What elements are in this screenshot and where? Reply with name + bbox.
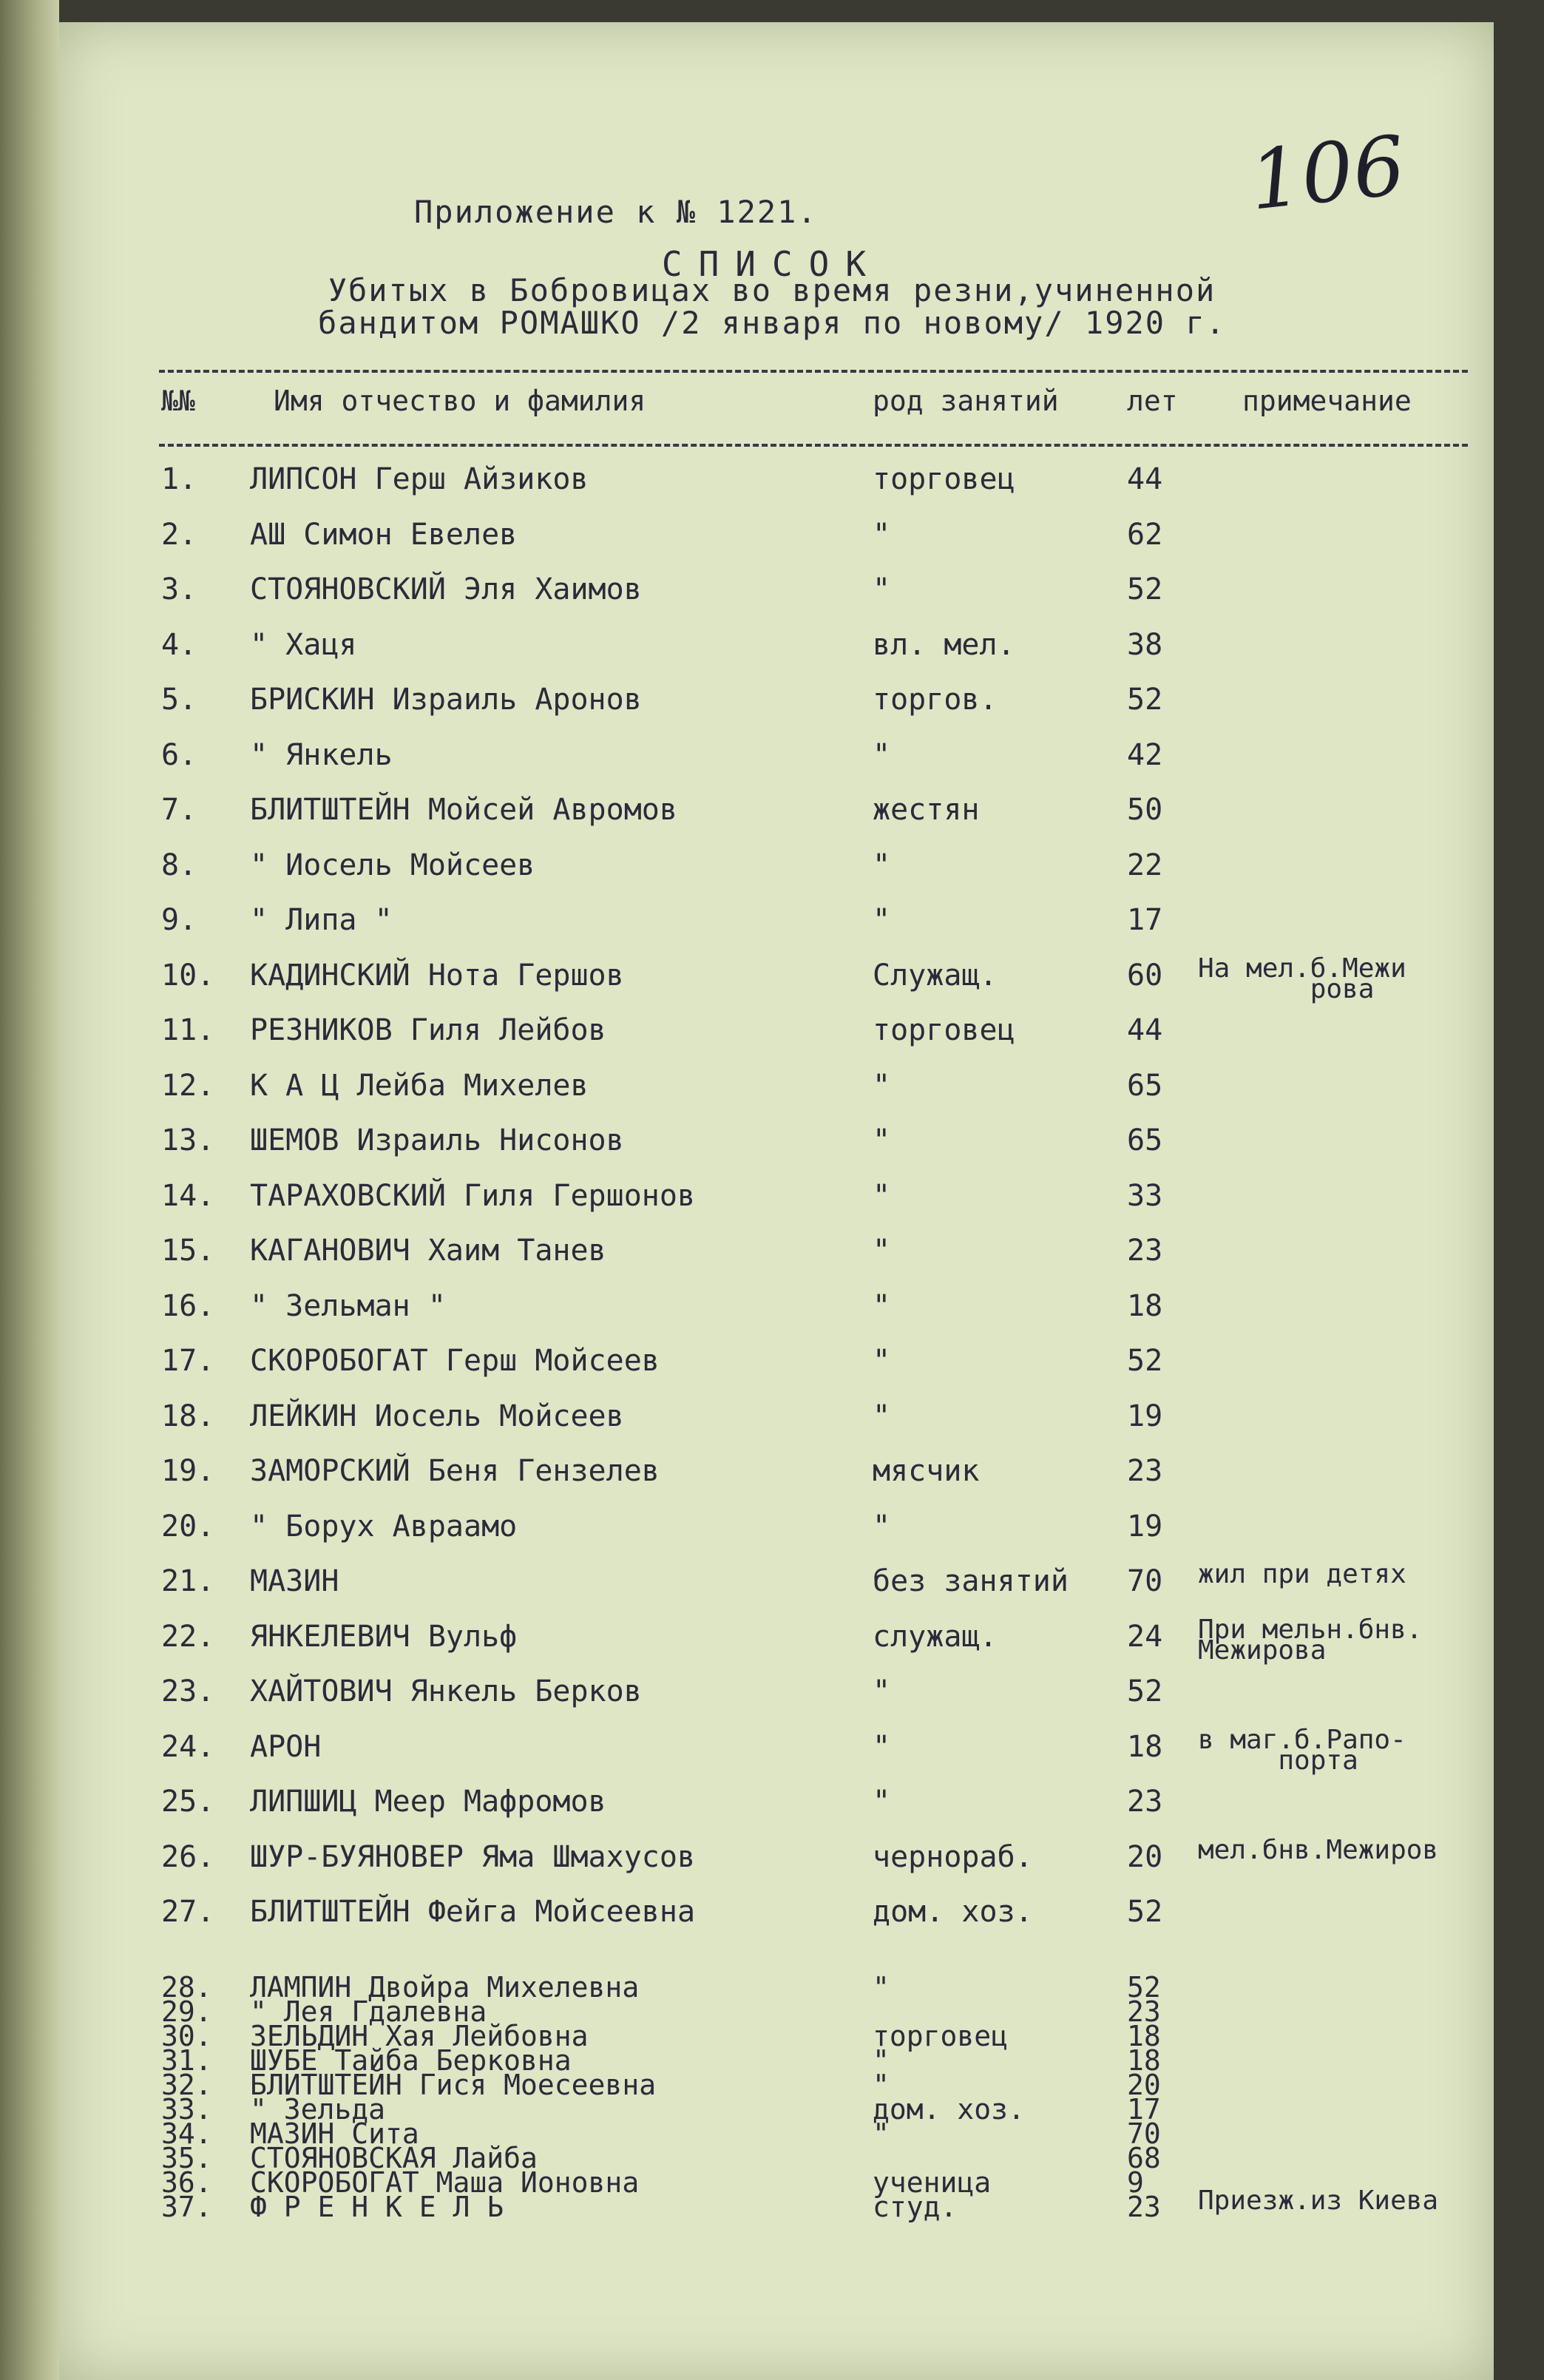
entry-name: ШУР-БУЯНОВЕР Яма Шмахусов — [250, 1839, 696, 1874]
entry-occupation: " — [873, 1123, 891, 1157]
entry-age: 17 — [1127, 2093, 1161, 2126]
entry-number: 21. — [161, 1564, 215, 1598]
entry-age: 20 — [1127, 1839, 1163, 1874]
entry-age: 23 — [1127, 1785, 1163, 1819]
entry-age: 38 — [1127, 627, 1163, 662]
entry-age: 42 — [1127, 737, 1163, 772]
entry-number: 9. — [161, 903, 197, 937]
list-item — [0, 572, 1544, 617]
entry-occupation: " — [873, 903, 891, 937]
list-item — [0, 2142, 1544, 2174]
list-item — [0, 2093, 1544, 2126]
entry-note: Приезж.из Киева — [1198, 2185, 1439, 2216]
list-item — [0, 2044, 1544, 2077]
entry-number: 8. — [161, 848, 197, 882]
entry-occupation: торговец — [873, 2020, 1009, 2052]
entry-age: 23 — [1127, 1234, 1163, 1268]
col-name: Имя отчество и фамилия — [274, 385, 646, 417]
entry-name: СКОРОБОГАТ Герш Мойсеев — [250, 1344, 660, 1378]
entry-age: 52 — [1127, 1344, 1163, 1378]
col-note: примечание — [1242, 385, 1412, 417]
entry-number: 35. — [161, 2142, 212, 2174]
document-subtitle-2: бандитом РОМАШКО /2 января по новому/ 1920 г. — [318, 305, 1226, 341]
entry-occupation: " — [873, 1178, 891, 1213]
entry-occupation: " — [873, 848, 891, 882]
entry-occupation: " — [873, 2044, 890, 2077]
entry-name: ЛАМПИН Двойра Михелевна — [250, 1971, 640, 2004]
entry-note: При мельн.бнв. Межирова — [1198, 1614, 1423, 1666]
entry-name: РЕЗНИКОВ Гиля Лейбов — [250, 1013, 606, 1047]
entry-number: 32. — [161, 2069, 212, 2101]
entry-name: СКОРОБОГАТ Маша Ионовна — [250, 2166, 640, 2199]
entry-name: КАГАНОВИЧ Хаим Танев — [250, 1234, 606, 1268]
entry-age: 52 — [1127, 572, 1163, 606]
list-item — [0, 683, 1544, 727]
entry-age: 65 — [1127, 1123, 1163, 1157]
list-item — [0, 518, 1544, 562]
entry-age: 52 — [1127, 1895, 1163, 1929]
entry-name: ЛЕЙКИН Иосель Мойсеев — [250, 1399, 624, 1433]
entry-note: На мел.б.Межи рова — [1198, 953, 1406, 1004]
entry-number: 11. — [161, 1013, 215, 1047]
entry-note: мел.бнв.Межиров — [1198, 1834, 1439, 1865]
entry-age: 52 — [1127, 1674, 1163, 1708]
entry-age: 44 — [1127, 462, 1163, 496]
entry-number: 27. — [161, 1895, 215, 1929]
entry-name: Ф Р Е Н К Е Л Ь — [250, 2191, 504, 2223]
list-item — [0, 1785, 1544, 1829]
entry-name: ТАРАХОВСКИЙ Гиля Гершонов — [250, 1178, 696, 1213]
entry-age: 20 — [1127, 2069, 1161, 2101]
entry-occupation: дом. хоз. — [873, 2093, 1025, 2126]
entry-name: ЛИПСОН Герш Айзиков — [250, 462, 589, 496]
entry-age: 24 — [1127, 1619, 1163, 1654]
list-item — [0, 848, 1544, 893]
header-rule-top — [159, 370, 1468, 373]
entry-number: 4. — [161, 627, 197, 662]
entry-occupation: торгов. — [873, 683, 998, 717]
entry-occupation: " — [873, 1674, 891, 1708]
entry-occupation: " — [873, 2069, 890, 2101]
list-item — [0, 1289, 1544, 1333]
entry-number: 19. — [161, 1454, 215, 1488]
entry-name: АШ Симон Евелев — [250, 517, 518, 552]
entry-occupation: " — [873, 1399, 891, 1433]
entry-occupation: " — [873, 1971, 890, 2004]
entry-name: ЗАМОРСКИЙ Беня Гензелев — [250, 1454, 660, 1488]
entry-age: 60 — [1127, 958, 1163, 993]
entry-occupation: " — [873, 737, 891, 772]
entry-name: БЛИТШТЕЙН Мойсей Авромов — [250, 793, 677, 827]
list-item — [0, 1344, 1544, 1388]
entry-occupation: " — [873, 1785, 891, 1819]
entry-age: 23 — [1127, 1995, 1161, 2028]
entry-number: 16. — [161, 1288, 215, 1323]
entry-occupation: " — [873, 517, 891, 552]
entry-number: 6. — [161, 737, 197, 772]
entry-name: " Лея Гдалевна — [250, 1995, 487, 2028]
list-item — [0, 462, 1544, 507]
entry-age: 18 — [1127, 2044, 1161, 2077]
list-item — [0, 1123, 1544, 1168]
entry-occupation: торговец — [873, 462, 1015, 496]
header-rule-bottom — [159, 444, 1468, 447]
column-headers — [0, 385, 1544, 429]
entry-number: 1. — [161, 462, 197, 496]
list-item — [0, 1013, 1544, 1058]
entry-age: 52 — [1127, 1971, 1161, 2004]
entry-name: МАЗИН Сита — [250, 2117, 419, 2150]
list-item — [0, 1399, 1544, 1444]
entry-note: жил при детях — [1198, 1559, 1406, 1589]
entry-age: 19 — [1127, 1399, 1163, 1433]
entry-number: 29. — [161, 1995, 212, 2028]
entry-note: в маг.б.Рапо- порта — [1198, 1724, 1406, 1776]
entry-name: " Зельда — [250, 2093, 386, 2126]
entry-name: АРОН — [250, 1729, 322, 1764]
list-item — [0, 903, 1544, 947]
entry-name: " Зельман " — [250, 1288, 446, 1323]
entry-number: 30. — [161, 2020, 212, 2052]
entry-number: 14. — [161, 1178, 215, 1213]
entry-name: К А Ц Лейба Михелев — [250, 1068, 589, 1103]
entry-occupation: без занятий — [873, 1564, 1069, 1598]
entry-occupation: " — [873, 572, 891, 606]
entry-number: 24. — [161, 1729, 215, 1764]
entry-name: ХАЙТОВИЧ Янкель Берков — [250, 1674, 642, 1708]
entry-number: 2. — [161, 517, 197, 552]
list-item — [0, 1510, 1544, 1554]
entry-number: 33. — [161, 2093, 212, 2126]
list-item — [0, 1995, 1544, 2028]
entry-name: ЛИПШИЦ Меер Мафромов — [250, 1785, 606, 1819]
entry-age: 22 — [1127, 848, 1163, 882]
entry-occupation: вл. мел. — [873, 627, 1015, 662]
list-item — [0, 628, 1544, 672]
list-item — [0, 1179, 1544, 1223]
entry-name: ШУБЕ Тайба Берковна — [250, 2044, 572, 2077]
entry-occupation: ученица — [873, 2166, 992, 2199]
entry-occupation: Служащ. — [873, 958, 998, 993]
entry-name: КАДИНСКИЙ Нота Гершов — [250, 958, 624, 993]
entry-occupation: мясчик — [873, 1454, 980, 1488]
entry-occupation: торговец — [873, 1013, 1015, 1047]
entry-number: 26. — [161, 1839, 215, 1874]
list-item — [0, 2117, 1544, 2150]
entry-age: 65 — [1127, 1068, 1163, 1103]
entry-age: 62 — [1127, 517, 1163, 552]
list-item — [0, 1559, 1544, 1609]
entry-name: ШЕМОВ Израиль Нисонов — [250, 1123, 624, 1157]
entry-number: 17. — [161, 1344, 215, 1378]
entry-number: 20. — [161, 1509, 215, 1544]
list-item — [0, 738, 1544, 782]
entry-number: 34. — [161, 2117, 212, 2150]
list-item — [0, 2185, 1544, 2223]
entry-age: 23 — [1127, 1454, 1163, 1488]
document-title: СПИСОК — [661, 244, 883, 284]
entry-occupation: " — [873, 1234, 891, 1268]
entry-name: МАЗИН — [250, 1564, 339, 1598]
entry-number: 7. — [161, 793, 197, 827]
entry-occupation: " — [873, 2117, 890, 2150]
entry-age: 52 — [1127, 683, 1163, 717]
list-item — [0, 2020, 1544, 2052]
list-item — [0, 1234, 1544, 1278]
document-subtitle-1: Убитых в Бобровицах во время резни,учиненной — [328, 272, 1216, 308]
entry-name: ЗЕЛЬДИН Хая Лейбовна — [250, 2020, 589, 2052]
entry-name: СТОЯНОВСКАЯ Лайба — [250, 2142, 538, 2174]
entry-age: 23 — [1127, 2191, 1161, 2223]
entry-name: " Иосель Мойсеев — [250, 848, 535, 882]
entry-number: 5. — [161, 683, 197, 717]
list-item — [0, 1069, 1544, 1113]
entry-number: 31. — [161, 2044, 212, 2077]
entry-age: 18 — [1127, 1288, 1163, 1323]
col-occupation: род занятий — [873, 385, 1059, 417]
entry-occupation: " — [873, 1344, 891, 1378]
appendix-line: Приложение к № 1221. — [414, 194, 818, 230]
entry-name: БРИСКИН Израиль Аронов — [250, 683, 642, 717]
entry-occupation: " — [873, 1288, 891, 1323]
entry-number: 12. — [161, 1068, 215, 1103]
entry-age: 33 — [1127, 1178, 1163, 1213]
list-item — [0, 1614, 1544, 1666]
list-item — [0, 1895, 1544, 1939]
entry-number: 18. — [161, 1399, 215, 1433]
entry-age: 68 — [1127, 2142, 1161, 2174]
col-age: лет — [1127, 385, 1178, 417]
entry-age: 44 — [1127, 1013, 1163, 1047]
entry-number: 15. — [161, 1234, 215, 1268]
list-item — [0, 1971, 1544, 2004]
entry-occupation: студ. — [873, 2191, 958, 2223]
entry-number: 22. — [161, 1619, 215, 1654]
entry-age: 70 — [1127, 1564, 1163, 1598]
list-item — [0, 1674, 1544, 1719]
entry-name: " Хаця — [250, 627, 357, 662]
entry-name: БЛИТШТЕЙН Фейга Мойсеевна — [250, 1895, 696, 1929]
entry-age: 19 — [1127, 1509, 1163, 1544]
folio-number: 106 — [1245, 118, 1410, 229]
list-item — [0, 1454, 1544, 1498]
entry-occupation: дом. хоз. — [873, 1895, 1033, 1929]
col-number: №№ — [161, 385, 195, 417]
entry-occupation: служащ. — [873, 1619, 998, 1654]
entry-name: " Липа " — [250, 903, 393, 937]
entry-name: " Борух Авраамо — [250, 1509, 518, 1544]
entry-number: 10. — [161, 958, 215, 993]
entry-name: " Янкель — [250, 737, 393, 772]
entry-number: 3. — [161, 572, 197, 606]
entry-age: 9 — [1127, 2166, 1144, 2199]
list-item — [0, 953, 1544, 1004]
entry-occupation: " — [873, 1068, 891, 1103]
list-item — [0, 1834, 1544, 1884]
entry-occupation: " — [873, 1509, 891, 1544]
entry-age: 70 — [1127, 2117, 1161, 2150]
entry-name: БЛИТШТЕЙН Гися Моесеевна — [250, 2069, 657, 2101]
entry-age: 18 — [1127, 2020, 1161, 2052]
entry-occupation: " — [873, 1729, 891, 1764]
entry-number: 28. — [161, 1971, 212, 2004]
entry-occupation: чернораб. — [873, 1839, 1033, 1874]
entry-name: ЯНКЕЛЕВИЧ Вульф — [250, 1619, 518, 1654]
entry-number: 25. — [161, 1785, 215, 1819]
entry-age: 18 — [1127, 1729, 1163, 1764]
list-item — [0, 2069, 1544, 2101]
entry-number: 23. — [161, 1674, 215, 1708]
entry-number: 36. — [161, 2166, 212, 2199]
list-item — [0, 1724, 1544, 1776]
entry-age: 17 — [1127, 903, 1163, 937]
entry-occupation: жестян — [873, 793, 980, 827]
entry-number: 37. — [161, 2191, 212, 2223]
entry-name: СТОЯНОВСКИЙ Эля Хаимов — [250, 572, 642, 606]
list-item — [0, 793, 1544, 837]
entry-age: 50 — [1127, 793, 1163, 827]
entry-number: 13. — [161, 1123, 215, 1157]
